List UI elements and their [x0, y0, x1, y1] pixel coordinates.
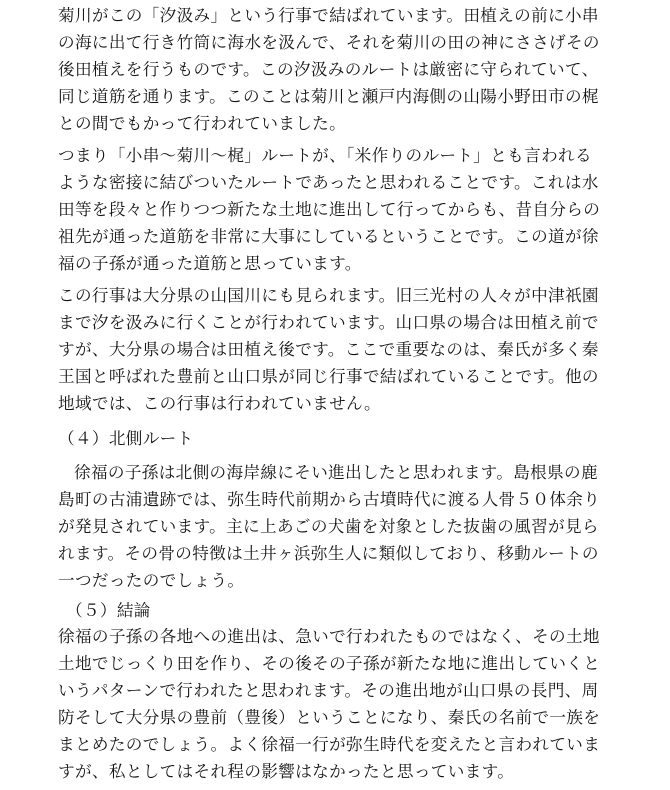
paragraph-2-line-5: 福の子孫が通った道筋と思っています。 [58, 254, 362, 273]
section-4-line-1: 徐福の子孫は北側の海岸線にそい進出したと思われます。島根県の鹿 [74, 463, 598, 482]
paragraph-2-line-4: 祖先が通った道筋を非常に大事にしているということです。この道が徐 [58, 227, 599, 246]
paragraph-1-line-2: の海に出て行き竹筒に海水を汲んで、それを菊川の田の神にささげその [58, 33, 600, 52]
section-4-heading: （４）北側ルート [58, 429, 194, 448]
paragraph-2-line-3: 田等を段々と作りつつ新たな土地に進出して行ってからも、昔自分らの [58, 200, 601, 219]
paragraph-2-line-1: つまり「小串～菊川～梶」ルートが、「米作りのルート」とも言われる [58, 146, 592, 165]
section-5-line-4: 防そして大分県の豊前（豊後）ということになり、秦氏の名前で一族を [58, 708, 601, 727]
paragraph-3-line-5: 地域では、この行事は行われていません。 [58, 394, 381, 413]
section-4-line-4: れます。その骨の特徴は土井ヶ浜弥生人に類似しており、移動ルートの [58, 544, 599, 563]
paragraph-1-line-5: との間でもかって行われていました。 [58, 114, 347, 133]
section-4-line-2: 島町の古浦遺跡では、弥生時代前期から古墳時代に渡る人骨５０体余り [58, 490, 601, 509]
section-5-line-5: まとめたのでしょう。よく徐福一行が弥生時代を変えたと言われていま [58, 735, 601, 754]
section-5-line-2: 土地でじっくり田を作り、その後その子孫が新たな地に進出していくと [58, 654, 601, 673]
paragraph-3-line-3: すが、大分県の場合は田植え後です。ここで重要なのは、秦氏が多く秦 [58, 340, 599, 359]
paragraph-3-line-2: まで汐を汲みに行くことが行われています。山口県の場合は田植え前で [58, 313, 599, 332]
section-4-line-5: 一つだったのでしょう。 [58, 571, 245, 590]
section-5-line-3: いうパターンで行われたと思われます。その進出地が山口県の長門、周 [58, 681, 599, 700]
paragraph-3-line-1: この行事は大分県の山国川にも見られます。旧三光村の人々が中津祇園 [58, 286, 599, 305]
section-5-line-1: 徐福の子孫の各地への進出は、急いで行われたものではなく、その土地 [58, 627, 600, 646]
section-5-line-6: すが、私としてはそれ程の影響はなかったと思っています。 [58, 762, 515, 781]
paragraph-1-line-1: 菊川がこの「汐汲み」という行事で結ばれています。田植えの前に小串 [58, 6, 599, 25]
section-4-line-3: が発見されています。主に上あごの犬歯を対象とした抜歯の風習が見ら [58, 517, 599, 536]
paragraph-2-line-2: ような密接に結びついたルートであったと思われることです。これは水 [58, 173, 599, 192]
paragraph-1-line-4: 同じ道筋を通ります。このことは菊川と瀬戸内海側の山陽小野田市の梶 [58, 87, 599, 106]
paragraph-1-line-3: 後田植えを行うものです。この汐汲みのルートは厳密に守られていて、 [58, 60, 599, 79]
paragraph-3-line-4: 王国と呼ばれた豊前と山口県が同じ行事で結ばれていることです。他の [58, 367, 599, 386]
section-5-heading: （５）結論 [66, 601, 151, 620]
